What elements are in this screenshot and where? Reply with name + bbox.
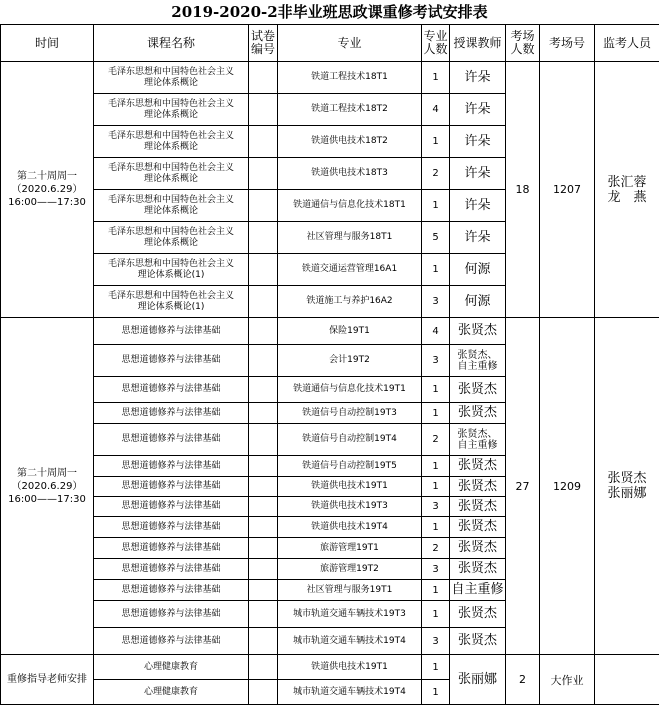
major-name: 铁道供电技术19T1 bbox=[278, 655, 422, 680]
major-count: 1 bbox=[422, 680, 450, 705]
major-count: 3 bbox=[422, 497, 450, 517]
major-name: 铁道施工与养护16A2 bbox=[278, 286, 422, 318]
room-total: 2 bbox=[506, 655, 540, 705]
major-name: 会计19T2 bbox=[278, 345, 422, 377]
room-number: 1209 bbox=[540, 318, 595, 655]
teacher-name: 张贤杰、 自主重修 bbox=[450, 424, 506, 456]
major-name: 城市轨道交通车辆技术19T3 bbox=[278, 601, 422, 628]
teacher-name: 张贤杰 bbox=[450, 403, 506, 424]
room-total: 18 bbox=[506, 62, 540, 318]
major-count: 3 bbox=[422, 345, 450, 377]
teacher-name: 张贤杰 bbox=[450, 497, 506, 517]
proctor-names: 张汇蓉 龙 燕 bbox=[595, 62, 659, 318]
header-course: 课程名称 bbox=[94, 25, 249, 62]
course-name: 毛泽东思想和中国特色社会主义 理论体系概论 bbox=[94, 62, 249, 94]
course-name: 思想道德修养与法律基础 bbox=[94, 377, 249, 403]
major-count: 2 bbox=[422, 158, 450, 190]
paper-no bbox=[249, 158, 278, 190]
paper-no bbox=[249, 601, 278, 628]
course-name: 思想道德修养与法律基础 bbox=[94, 456, 249, 477]
room-number: 1207 bbox=[540, 62, 595, 318]
course-name: 思想道德修养与法律基础 bbox=[94, 517, 249, 538]
major-name: 铁道工程技术18T2 bbox=[278, 94, 422, 126]
major-count: 1 bbox=[422, 580, 450, 601]
teacher-name: 张贤杰 bbox=[450, 477, 506, 497]
table-row bbox=[1, 62, 659, 94]
paper-no bbox=[249, 580, 278, 601]
major-name: 社区管理与服务18T1 bbox=[278, 222, 422, 254]
major-count: 1 bbox=[422, 377, 450, 403]
major-count: 1 bbox=[422, 190, 450, 222]
major-name: 铁道供电技术19T1 bbox=[278, 477, 422, 497]
paper-no bbox=[249, 190, 278, 222]
course-name: 心理健康教育 bbox=[94, 655, 249, 680]
course-name: 毛泽东思想和中国特色社会主义 理论体系概论 bbox=[94, 158, 249, 190]
major-name: 旅游管理19T2 bbox=[278, 559, 422, 580]
header-proctor: 监考人员 bbox=[595, 25, 659, 62]
major-count: 2 bbox=[422, 538, 450, 559]
paper-no bbox=[249, 680, 278, 705]
major-name: 城市轨道交通车辆技术19T4 bbox=[278, 628, 422, 655]
major-count: 1 bbox=[422, 456, 450, 477]
exam-table bbox=[0, 24, 659, 705]
course-name: 思想道德修养与法律基础 bbox=[94, 477, 249, 497]
major-count: 5 bbox=[422, 222, 450, 254]
header-paper-no: 试卷 编号 bbox=[249, 25, 278, 62]
major-count: 1 bbox=[422, 517, 450, 538]
major-name: 铁道工程技术18T1 bbox=[278, 62, 422, 94]
teacher-name: 张贤杰、 自主重修 bbox=[450, 345, 506, 377]
major-count: 1 bbox=[422, 477, 450, 497]
major-name: 城市轨道交通车辆技术19T4 bbox=[278, 680, 422, 705]
page-title: 2019-2020-2非毕业班思政课重修考试安排表 bbox=[0, 0, 659, 24]
course-name: 思想道德修养与法律基础 bbox=[94, 497, 249, 517]
paper-no bbox=[249, 62, 278, 94]
course-name: 毛泽东思想和中国特色社会主义 理论体系概论 bbox=[94, 190, 249, 222]
proctor-names: 张贤杰 张丽娜 bbox=[595, 318, 659, 655]
teacher-name: 许朵 bbox=[450, 190, 506, 222]
course-name: 思想道德修养与法律基础 bbox=[94, 345, 249, 377]
major-count: 3 bbox=[422, 628, 450, 655]
room-total: 27 bbox=[506, 318, 540, 655]
table-row bbox=[1, 655, 659, 680]
teacher-name: 张贤杰 bbox=[450, 538, 506, 559]
teacher-name: 张贤杰 bbox=[450, 318, 506, 345]
header-major: 专业 bbox=[278, 25, 422, 62]
paper-no bbox=[249, 559, 278, 580]
major-count: 4 bbox=[422, 318, 450, 345]
course-name: 思想道德修养与法律基础 bbox=[94, 580, 249, 601]
major-name: 铁道信号自动控制19T4 bbox=[278, 424, 422, 456]
teacher-name: 许朵 bbox=[450, 158, 506, 190]
course-name: 思想道德修养与法律基础 bbox=[94, 538, 249, 559]
course-name: 心理健康教育 bbox=[94, 680, 249, 705]
major-name: 保险19T1 bbox=[278, 318, 422, 345]
major-count: 4 bbox=[422, 94, 450, 126]
course-name: 毛泽东思想和中国特色社会主义 理论体系概论(1) bbox=[94, 254, 249, 286]
teacher-name: 许朵 bbox=[450, 126, 506, 158]
teacher-name: 何源 bbox=[450, 286, 506, 318]
header-row bbox=[1, 25, 659, 62]
teacher-name: 张贤杰 bbox=[450, 559, 506, 580]
major-name: 铁道供电技术18T2 bbox=[278, 126, 422, 158]
teacher-name: 张丽娜 bbox=[450, 655, 506, 705]
major-count: 2 bbox=[422, 424, 450, 456]
course-name: 毛泽东思想和中国特色社会主义 理论体系概论 bbox=[94, 94, 249, 126]
teacher-name: 自主重修 bbox=[450, 580, 506, 601]
major-name: 社区管理与服务19T1 bbox=[278, 580, 422, 601]
major-name: 铁道通信与信息化技术18T1 bbox=[278, 190, 422, 222]
paper-no bbox=[249, 94, 278, 126]
paper-no bbox=[249, 286, 278, 318]
paper-no bbox=[249, 517, 278, 538]
major-name: 铁道信号自动控制19T5 bbox=[278, 456, 422, 477]
paper-no bbox=[249, 477, 278, 497]
header-room-no: 考场号 bbox=[540, 25, 595, 62]
major-name: 铁道信号自动控制19T3 bbox=[278, 403, 422, 424]
teacher-name: 何源 bbox=[450, 254, 506, 286]
paper-no bbox=[249, 628, 278, 655]
paper-no bbox=[249, 254, 278, 286]
course-name: 思想道德修养与法律基础 bbox=[94, 601, 249, 628]
major-count: 3 bbox=[422, 286, 450, 318]
paper-no bbox=[249, 377, 278, 403]
exam-time: 第二十周周一 （2020.6.29） 16:00——17:30 bbox=[1, 318, 94, 655]
paper-no bbox=[249, 424, 278, 456]
major-name: 铁道供电技术18T3 bbox=[278, 158, 422, 190]
paper-no bbox=[249, 126, 278, 158]
proctor-names bbox=[595, 655, 659, 705]
teacher-name: 张贤杰 bbox=[450, 601, 506, 628]
major-count: 1 bbox=[422, 403, 450, 424]
paper-no bbox=[249, 456, 278, 477]
course-name: 毛泽东思想和中国特色社会主义 理论体系概论 bbox=[94, 222, 249, 254]
teacher-name: 许朵 bbox=[450, 94, 506, 126]
course-name: 毛泽东思想和中国特色社会主义 理论体系概论 bbox=[94, 126, 249, 158]
paper-no bbox=[249, 345, 278, 377]
guidance-label: 重修指导老师安排 bbox=[1, 655, 94, 705]
major-count: 1 bbox=[422, 655, 450, 680]
paper-no bbox=[249, 318, 278, 345]
major-name: 铁道交通运营管理16A1 bbox=[278, 254, 422, 286]
course-name: 思想道德修养与法律基础 bbox=[94, 424, 249, 456]
paper-no bbox=[249, 403, 278, 424]
teacher-name: 张贤杰 bbox=[450, 517, 506, 538]
teacher-name: 张贤杰 bbox=[450, 628, 506, 655]
course-name: 毛泽东思想和中国特色社会主义 理论体系概论(1) bbox=[94, 286, 249, 318]
paper-no bbox=[249, 497, 278, 517]
teacher-name: 许朵 bbox=[450, 62, 506, 94]
major-count: 1 bbox=[422, 601, 450, 628]
teacher-name: 许朵 bbox=[450, 222, 506, 254]
paper-no bbox=[249, 655, 278, 680]
major-name: 铁道通信与信息化技术19T1 bbox=[278, 377, 422, 403]
teacher-name: 张贤杰 bbox=[450, 377, 506, 403]
paper-no bbox=[249, 222, 278, 254]
major-count: 1 bbox=[422, 254, 450, 286]
major-name: 铁道供电技术19T4 bbox=[278, 517, 422, 538]
major-count: 1 bbox=[422, 62, 450, 94]
course-name: 思想道德修养与法律基础 bbox=[94, 559, 249, 580]
major-count: 3 bbox=[422, 559, 450, 580]
major-name: 旅游管理19T1 bbox=[278, 538, 422, 559]
course-name: 思想道德修养与法律基础 bbox=[94, 403, 249, 424]
header-time: 时间 bbox=[1, 25, 94, 62]
header-room-total: 考场 人数 bbox=[506, 25, 540, 62]
paper-no bbox=[249, 538, 278, 559]
exam-time: 第二十周周一 （2020.6.29） 16:00——17:30 bbox=[1, 62, 94, 318]
major-name: 铁道供电技术19T3 bbox=[278, 497, 422, 517]
table-row bbox=[1, 318, 659, 345]
course-name: 思想道德修养与法律基础 bbox=[94, 318, 249, 345]
header-teacher: 授课教师 bbox=[450, 25, 506, 62]
room-number: 大作业 bbox=[540, 655, 595, 705]
teacher-name: 张贤杰 bbox=[450, 456, 506, 477]
header-major-count: 专业 人数 bbox=[422, 25, 450, 62]
course-name: 思想道德修养与法律基础 bbox=[94, 628, 249, 655]
major-count: 1 bbox=[422, 126, 450, 158]
